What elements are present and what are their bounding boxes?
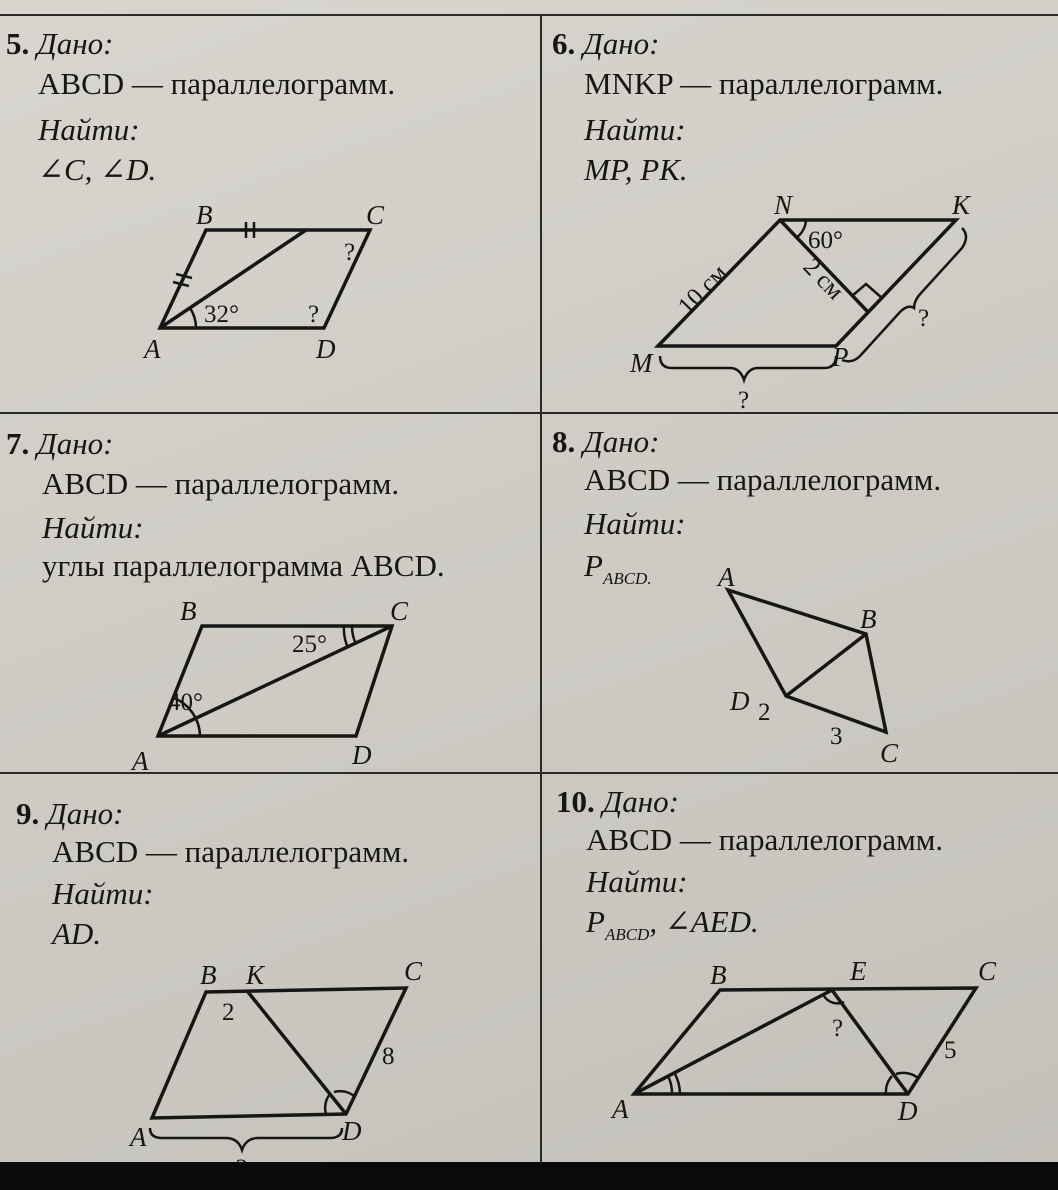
problem-7-angle-a: 40° — [168, 689, 203, 716]
problem-9-figure — [0, 774, 540, 1162]
problem-6-figure — [542, 16, 1058, 412]
problem-5-given-word: Дано: — [37, 26, 114, 61]
problem-5-vertex-d: D — [316, 334, 336, 364]
problem-7-number: 7. — [6, 426, 30, 461]
problem-5-angle-a: 32° — [204, 301, 239, 328]
problem-10-unknown-e: ? — [832, 1015, 844, 1042]
problem-8-vertex-c: C — [880, 738, 899, 768]
problem-7-find: углы параллелограмма ABCD. — [42, 548, 445, 583]
problem-9 — [0, 774, 540, 1162]
problem-8-figure — [542, 414, 1058, 772]
problem-8-seg-2: 2 — [758, 699, 771, 726]
problem-10-given: ABCD — параллелограмм. — [586, 822, 944, 857]
problem-7-given-word: Дано: — [37, 426, 114, 461]
problem-6-vertex-m: M — [630, 348, 653, 378]
problem-10-number: 10. — [556, 784, 595, 819]
problem-5-given: ABCD — параллелограмм. — [38, 66, 396, 101]
problem-7-find-word: Найти: — [42, 510, 144, 545]
problem-10-figure — [542, 774, 1058, 1162]
problem-6-vertex-n: N — [774, 190, 793, 220]
problem-7-angle-c: 25° — [292, 631, 327, 658]
problem-7-vertex-c: C — [390, 596, 409, 626]
problem-6-angle-n: 60° — [808, 227, 843, 254]
problem-10-vertex-a: A — [612, 1094, 629, 1124]
problem-6 — [542, 16, 1058, 412]
problem-6-number: 6. — [552, 26, 576, 61]
problem-8 — [542, 414, 1058, 772]
problem-10-find-sub: ABCD — [604, 925, 650, 944]
problem-7 — [0, 414, 540, 776]
problem-9-vertex-d: D — [342, 1116, 362, 1146]
problem-10 — [542, 774, 1058, 1162]
problem-6-unknown-pk: ? — [918, 305, 930, 332]
problem-5-figure — [0, 16, 540, 412]
problem-10-find-rest: , ∠AED. — [649, 904, 759, 939]
problem-10-find-p: P — [586, 904, 605, 939]
problem-5-vertex-a: A — [144, 334, 161, 364]
problem-9-seg-bk: 2 — [222, 999, 235, 1026]
problem-7-vertex-d: D — [352, 740, 372, 770]
bottom-bar — [0, 1162, 1058, 1190]
problem-9-find: AD. — [52, 916, 102, 951]
problem-5 — [0, 16, 540, 412]
problem-9-find-word: Найти: — [52, 876, 154, 911]
problem-9-seg-cd: 8 — [382, 1043, 395, 1070]
problem-10-vertex-b: B — [710, 960, 727, 990]
problem-9-given: ABCD — параллелограмм. — [52, 834, 410, 869]
problem-6-height: 2 см — [797, 253, 849, 306]
problem-5-unknown-d: ? — [308, 301, 320, 328]
problem-6-find-word: Найти: — [584, 112, 686, 147]
problem-6-unknown-mp: ? — [738, 387, 750, 414]
problem-10-vertex-e: E — [850, 956, 867, 986]
problem-6-vertex-k: K — [952, 190, 971, 220]
problem-5-vertex-b: B — [196, 200, 213, 230]
problem-6-vertex-p: P — [832, 342, 849, 372]
problem-10-given-word: Дано: — [602, 784, 679, 819]
problem-8-given: ABCD — параллелограмм. — [584, 462, 942, 497]
problem-9-given-word: Дано: — [47, 796, 124, 831]
problem-6-side-mn: 10 см — [672, 259, 733, 321]
problem-8-find-p: P — [584, 548, 603, 583]
problem-5-vertex-c: C — [366, 200, 385, 230]
problem-10-find-word: Найти: — [586, 864, 688, 899]
problem-10-seg-cd: 5 — [944, 1037, 957, 1064]
problem-8-find-word: Найти: — [584, 506, 686, 541]
problem-8-number: 8. — [552, 424, 576, 459]
problem-9-vertex-a: A — [130, 1122, 147, 1152]
problem-9-vertex-b: B — [200, 960, 217, 990]
problem-5-number: 5. — [6, 26, 30, 61]
problem-8-vertex-a: A — [718, 562, 735, 592]
problem-8-find-sub: ABCD. — [602, 569, 652, 588]
problem-5-unknown-c: ? — [344, 239, 356, 266]
problem-8-given-word: Дано: — [583, 424, 660, 459]
problem-7-figure — [0, 414, 540, 776]
problem-8-seg-3: 3 — [830, 723, 843, 750]
problem-7-vertex-b: B — [180, 596, 197, 626]
problem-9-vertex-k: K — [246, 960, 265, 990]
problem-9-vertex-c: C — [404, 956, 423, 986]
problem-7-vertex-a: A — [132, 746, 149, 776]
problem-5-find: ∠C, ∠D. — [38, 152, 157, 187]
problem-8-vertex-b: B — [860, 604, 877, 634]
problem-6-given-word: Дано: — [583, 26, 660, 61]
problem-6-given: MNKP — параллелограмм. — [584, 66, 944, 101]
problem-10-vertex-d: D — [898, 1096, 918, 1126]
problem-7-given: ABCD — параллелограмм. — [42, 466, 400, 501]
problem-6-find: MP, PK. — [584, 152, 688, 187]
problem-9-number: 9. — [16, 796, 40, 831]
problem-10-vertex-c: C — [978, 956, 997, 986]
problem-8-vertex-d: D — [730, 686, 750, 716]
problem-5-find-word: Найти: — [38, 112, 140, 147]
